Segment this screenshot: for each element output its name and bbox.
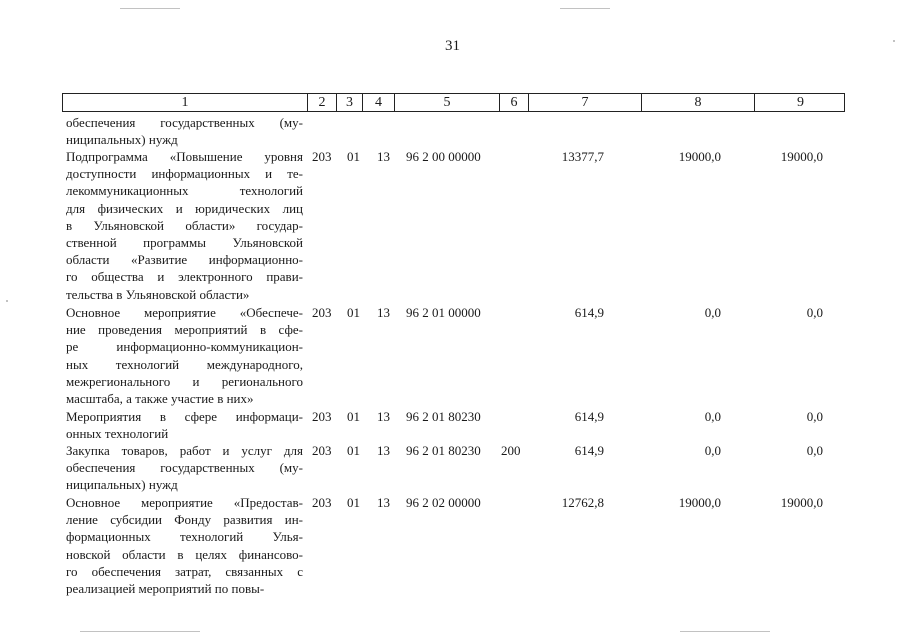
cell-col8: 0,0 <box>704 305 721 320</box>
description-line: ниципальных) нужд <box>66 132 178 148</box>
cell-col5: 96 2 01 80230 <box>406 409 481 424</box>
description-line: ние проведения мероприятий в сфе- <box>66 322 303 338</box>
column-header-2: 2 <box>307 94 336 111</box>
cell-col9: 19000,0 <box>780 149 823 164</box>
description-line: Подпрограмма «Повышение уровня <box>66 149 303 164</box>
description-line: области «Развитие информационно- <box>66 252 303 268</box>
cell-col3: 01 <box>347 495 360 510</box>
description-line: ление субсидии Фонду развития ин- <box>66 512 303 528</box>
scan-artifact <box>120 8 180 9</box>
row-description <box>66 148 303 303</box>
cell-col9: 0,0 <box>806 305 823 320</box>
cell-col3: 01 <box>347 149 360 164</box>
scan-artifact <box>80 631 200 632</box>
cell-col4: 13 <box>377 149 390 164</box>
description-line: обеспечения государственных (му- <box>66 115 303 130</box>
cell-col7: 614,9 <box>574 443 604 458</box>
cell-col9: 19000,0 <box>780 495 823 510</box>
description-line: ре информационно-коммуникацион- <box>66 339 303 355</box>
description-line: обеспечения государственных (му- <box>66 460 303 476</box>
description-line: ственной программы Ульяновской <box>66 235 303 251</box>
description-line: ниципальных) нужд <box>66 477 178 493</box>
cell-col3: 01 <box>347 443 360 458</box>
cell-col7: 614,9 <box>574 409 604 424</box>
description-line: ных технологий международного, <box>66 356 303 372</box>
description-line: формационных технологий Улья- <box>66 529 303 545</box>
scan-artifact <box>6 300 8 302</box>
description-line: реализацией мероприятий по повы- <box>66 581 265 597</box>
column-header-3: 3 <box>336 94 362 111</box>
description-line: го обеспечения затрат, связанных с <box>66 563 303 579</box>
cell-col7: 614,9 <box>574 305 604 320</box>
cell-col2: 203 <box>312 305 332 320</box>
description-line: в Ульяновской области» государ- <box>66 217 303 233</box>
description-line: для физических и юридических лиц <box>66 200 303 216</box>
column-header-6: 6 <box>499 94 528 111</box>
cell-col3: 01 <box>347 409 360 424</box>
description-line: новской области в целях финансово- <box>66 546 303 562</box>
cell-col2: 203 <box>312 409 332 424</box>
description-line: Основное мероприятие «Обеспече- <box>66 305 303 320</box>
cell-col3: 01 <box>347 305 360 320</box>
column-header-1: 1 <box>181 95 189 110</box>
table-header-row <box>62 93 845 112</box>
scan-artifact <box>680 631 770 632</box>
cell-col2: 203 <box>312 495 332 510</box>
cell-col8: 0,0 <box>704 443 721 458</box>
description-line: Основное мероприятие «Предостав- <box>66 495 303 510</box>
cell-col2: 203 <box>312 149 332 164</box>
cell-col5: 96 2 01 80230 <box>406 443 481 458</box>
cell-col8: 19000,0 <box>678 495 721 510</box>
cell-col4: 13 <box>377 305 390 320</box>
description-line: го общества и электронного прави- <box>66 269 303 285</box>
cell-col5: 96 2 02 00000 <box>406 495 481 510</box>
cell-col4: 13 <box>377 443 390 458</box>
description-line: онных технологий <box>66 426 169 442</box>
cell-col8: 0,0 <box>704 409 721 424</box>
cell-col9: 0,0 <box>806 443 823 458</box>
description-line: Закупка товаров, работ и услуг для <box>66 443 303 458</box>
cell-col6: 200 <box>501 443 521 458</box>
scan-artifact <box>560 8 610 9</box>
row-description <box>66 114 303 148</box>
scan-artifact <box>893 40 895 42</box>
cell-col5: 96 2 01 00000 <box>406 305 481 320</box>
row-description <box>66 494 303 597</box>
column-header-8: 8 <box>641 94 754 111</box>
cell-col4: 13 <box>377 495 390 510</box>
description-line: тельства в Ульяновской области» <box>66 286 250 302</box>
page-number: 31 <box>445 38 460 54</box>
row-description <box>66 408 303 442</box>
column-header-5: 5 <box>394 94 499 111</box>
description-line: лекоммуникационных технологий <box>66 183 303 199</box>
description-line: межрегионального и регионального <box>66 373 303 389</box>
cell-col5: 96 2 00 00000 <box>406 149 481 164</box>
description-line: масштаба, а также участие в них» <box>66 391 254 407</box>
column-header-9: 9 <box>754 94 846 111</box>
cell-col9: 0,0 <box>806 409 823 424</box>
column-header-7: 7 <box>528 94 641 111</box>
cell-col8: 19000,0 <box>678 149 721 164</box>
row-description <box>66 442 303 494</box>
description-line: доступности информационных и те- <box>66 166 303 182</box>
row-description <box>66 304 303 407</box>
description-line: Мероприятия в сфере информаци- <box>66 409 303 424</box>
cell-col7: 13377,7 <box>561 149 604 164</box>
cell-col7: 12762,8 <box>561 495 604 510</box>
cell-col4: 13 <box>377 409 390 424</box>
column-header-4: 4 <box>362 94 394 111</box>
cell-col2: 203 <box>312 443 332 458</box>
